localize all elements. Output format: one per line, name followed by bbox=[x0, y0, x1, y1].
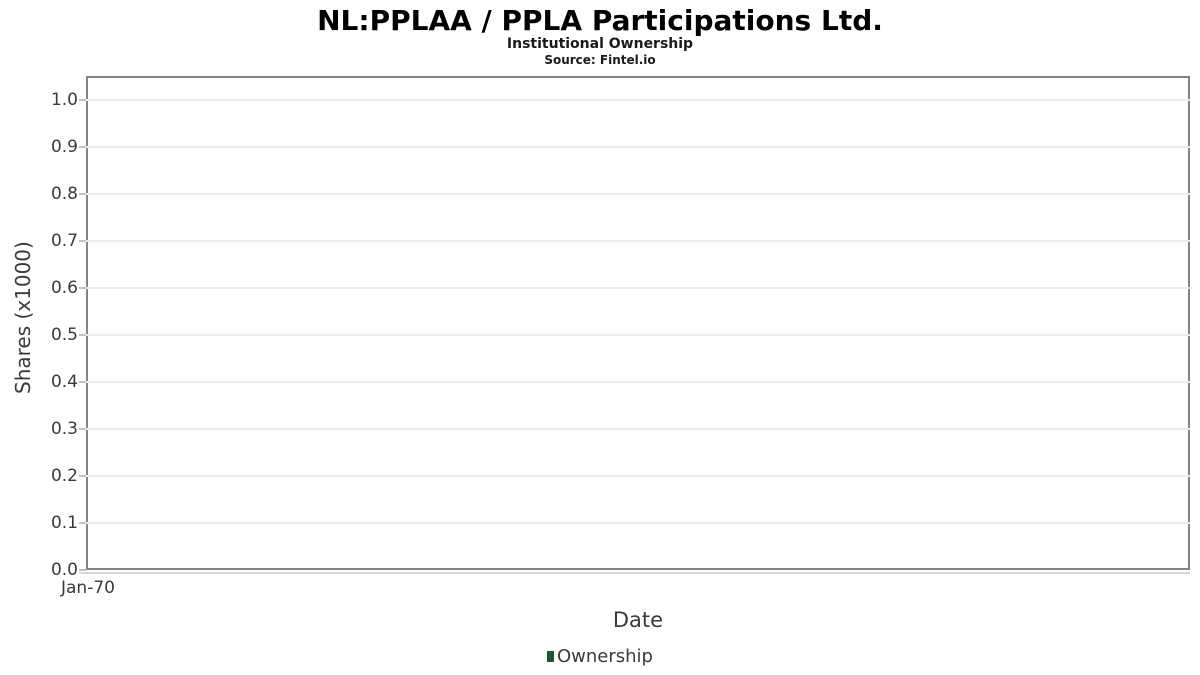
y-tick-label: 0.4 bbox=[50, 371, 78, 392]
y-tick-mark bbox=[79, 569, 86, 571]
y-gridline bbox=[86, 240, 1190, 242]
y-tick-mark bbox=[79, 287, 86, 289]
y-gridline bbox=[86, 381, 1190, 383]
legend bbox=[0, 646, 1200, 667]
y-gridline bbox=[86, 193, 1190, 195]
y-tick-mark bbox=[79, 428, 86, 430]
y-tick-mark bbox=[79, 193, 86, 195]
x-axis-baseline bbox=[79, 572, 1190, 574]
y-gridline bbox=[86, 522, 1190, 524]
x-tick-label: Jan-70 bbox=[61, 578, 115, 598]
y-gridline bbox=[86, 146, 1190, 148]
y-tick-label: 0.6 bbox=[50, 277, 78, 298]
y-tick-label: 0.7 bbox=[50, 230, 78, 251]
y-tick-label: 0.3 bbox=[50, 418, 78, 439]
y-tick-mark bbox=[79, 381, 86, 383]
chart-title: NL:PPLAA / PPLA Participations Ltd. bbox=[317, 4, 883, 37]
y-tick-mark bbox=[79, 334, 86, 336]
y-tick-label: 0.8 bbox=[50, 183, 78, 204]
y-tick-label: 0.9 bbox=[50, 136, 78, 157]
y-tick-label: 0.1 bbox=[50, 512, 78, 533]
x-axis-label: Date bbox=[612, 608, 664, 632]
y-tick-mark bbox=[79, 240, 86, 242]
legend-label: Ownership bbox=[557, 646, 653, 667]
y-tick-label: 1.0 bbox=[50, 89, 78, 110]
chart-source-credit: Source: Fintel.io bbox=[544, 53, 656, 67]
y-tick-mark bbox=[79, 99, 86, 101]
y-tick-label: 0.2 bbox=[50, 465, 78, 486]
legend-marker-icon bbox=[547, 651, 554, 662]
y-gridline bbox=[86, 99, 1190, 101]
y-tick-mark bbox=[79, 475, 86, 477]
y-axis-label: Shares (x1000) bbox=[11, 241, 35, 394]
legend-item-ownership[interactable] bbox=[547, 646, 653, 667]
y-gridline bbox=[86, 334, 1190, 336]
plot-area bbox=[86, 76, 1190, 570]
y-tick-mark bbox=[79, 146, 86, 148]
y-gridline bbox=[86, 475, 1190, 477]
y-gridline bbox=[86, 428, 1190, 430]
y-tick-mark bbox=[79, 522, 86, 524]
y-gridline bbox=[86, 287, 1190, 289]
y-tick-label: 0.0 bbox=[50, 560, 78, 580]
chart-subtitle: Institutional Ownership bbox=[506, 36, 694, 52]
y-tick-label: 0.5 bbox=[50, 324, 78, 345]
